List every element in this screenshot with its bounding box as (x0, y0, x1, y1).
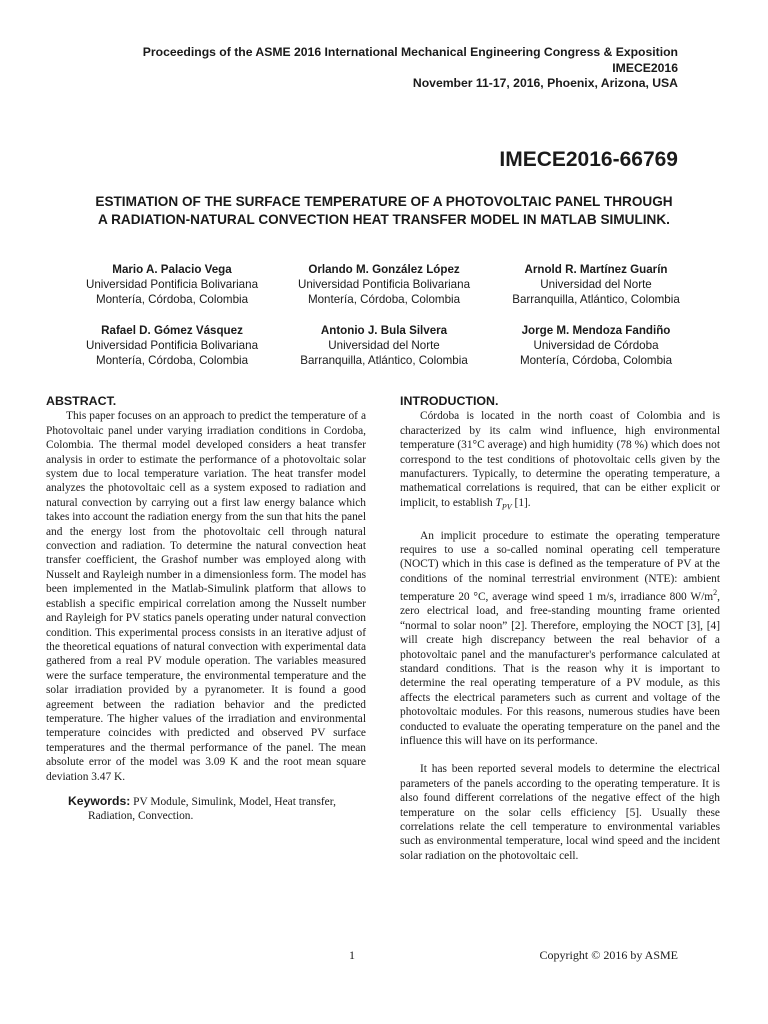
intro-paragraph-3: It has been reported several models to determine the electrical parameters of the panels according to the operating temperature. It is also found different correlations of the negative effect of the high temperature on the solar cells efficiency [5]. Usually these correlations relate the cell temperature to environmental variables such as environmental temperature, local wind speed and the incident solar radiation on the photovoltaic cell. (400, 763, 720, 862)
author-block (66, 323, 278, 368)
abstract-column (46, 394, 366, 824)
paper-title: ESTIMATION OF THE SURFACE TEMPERATURE OF A PHOTOVOLTAIC PANEL THROUGH A RADIATION-NATURAL CONVECTION HEAT TRANSFER MODEL IN MATLAB SIMULINK. (95, 194, 673, 227)
conference-name: Proceedings of the ASME 2016 International Mechanical Engineering Congress & Exposition (142, 45, 678, 59)
author-location: Montería, Córdoba, Colombia (95, 354, 249, 367)
author-name: Orlando M. González López (308, 263, 460, 276)
author-name: Arnold R. Martínez Guarín (524, 263, 668, 276)
author-location: Barranquilla, Atlántico, Colombia (300, 354, 468, 367)
author-location: Barranquilla, Atlántico, Colombia (512, 293, 680, 306)
tpv-symbol: $T_{PV}$ (495, 496, 512, 512)
page-number: 1 (349, 948, 355, 962)
author-affiliation: Universidad Pontificia Bolivariana (85, 278, 259, 291)
author-affiliation: Universidad Pontificia Bolivariana (297, 278, 471, 291)
keywords-text: PV Module, Simulink, Model, Heat transfer, Radiation, Convection. (88, 795, 336, 823)
author-name: Antonio J. Bula Silvera (320, 324, 448, 337)
author-affiliation: Universidad de Córdoba (533, 339, 659, 352)
copyright: Copyright © 2016 by ASME (539, 948, 678, 962)
keywords-label: Keywords: (68, 793, 131, 808)
author-affiliation: Universidad del Norte (328, 339, 440, 352)
intro-paragraph-2: An implicit procedure to estimate the operating temperature requires to use a so-called nominal operating cell temperature (NOCT) which in this case is defined as the temperature of PV at the conditions of the nominal terrestrial environment (NTE): ambient temperature 20 °C, average wind speed 1 m/s, irradiance 800 $W/m^2$, zero electrical load, and free-standing mounting frame oriented “normal to solar noon” [2]. Therefore, employing the NOCT [3], [4] will create high discrepancy between the real behavior of a photovoltaic panel and the manufacturer's performance calculated at standard conditions. That is the reason why it is important to determine the real operating temperature of a PV module, as this affects the electrical parameters such as current and voltage of the photovoltaic modules. For this reasons, numerous studies have been conducted to evaluate the operating temperature on the panel and the influence this will have on its performance. (400, 529, 720, 748)
author-block (278, 323, 490, 368)
author-location: Montería, Córdoba, Colombia (95, 293, 249, 306)
author-block (490, 323, 702, 368)
author-block (278, 262, 490, 307)
author-affiliation: Universidad del Norte (540, 278, 652, 291)
author-list (66, 262, 702, 368)
author-block (66, 262, 278, 307)
author-location: Montería, Córdoba, Colombia (307, 293, 461, 306)
conference-code: IMECE2016 (612, 60, 678, 75)
conference-date-location: November 11-17, 2016, Phoenix, Arizona, USA (412, 76, 678, 90)
author-location: Montería, Córdoba, Colombia (519, 354, 673, 367)
author-name: Rafael D. Gómez Vásquez (101, 324, 243, 337)
author-affiliation: Universidad Pontificia Bolivariana (85, 339, 259, 352)
keywords (46, 794, 366, 824)
introduction-column (400, 394, 720, 863)
proceedings-header (143, 45, 678, 92)
intro-paragraph-1: Córdoba is located in the north coast of Colombia and is characterized by its calm wind influence, high environmental temperature (31°C average) and high humidity (78 %) which does not correspond to the test conditions of photovoltaic cells given by the manufacturers. Typically, to determine the operating temperature, a mathematical correlations is required, that can be either explicit or implicit, to establish $T_{PV}$ [1]. (400, 410, 720, 512)
abstract-text: This paper focuses on an approach to predict the temperature of a Photovoltaic panel under varying irradiation conditions in Cordoba, Colombia. The thermal model developed considers a heat transfer analysis in order to estimate the performance of a photovoltaic solar system due to local temperature variation. The heat transfer model analyzes the photovoltaic cell as a system exposed to radiation and natural convection by carrying out a first law energy balance which takes into account the radiation energy from the sun that hits the panel and the energy lost from the photovoltaic cell through natural convection and radiation. To determine the natural convection heat transfer coefficient, the Grashof number was employed along with Nusselt and Rayleigh number in a dimensionless form. The model has been implemented in the Matlab-Simulink platform that allows to establish a specific empirical correlation among the Nusselt number and Rayleigh for PV statics panels operating under natural convection condition. This experimental process consists in an iterative adjust of the theoretical equations of natural convection with experimental data gathered from a real PV module operation. The variables measured were the surface temperature, the environmental temperature and the solar irradiation provided by a pyranometer. It is found a good agreement between the radiation behavior and the predicted temperature. The higher values of the irradiation and environmental temperature coincides with predicted and observed PV surface temperatures and the thermal performance of the panel. The mean absolute error of the model was 3.09 K and the root mean square deviation 3.47 K. (46, 410, 366, 783)
paper-id: IMECE2016-66769 (499, 148, 678, 171)
author-name: Jorge M. Mendoza Fandiño (521, 324, 671, 337)
introduction-heading: INTRODUCTION. (400, 394, 499, 408)
abstract-heading: ABSTRACT. (46, 394, 117, 408)
author-name: Mario A. Palacio Vega (112, 263, 232, 276)
author-block (490, 262, 702, 307)
